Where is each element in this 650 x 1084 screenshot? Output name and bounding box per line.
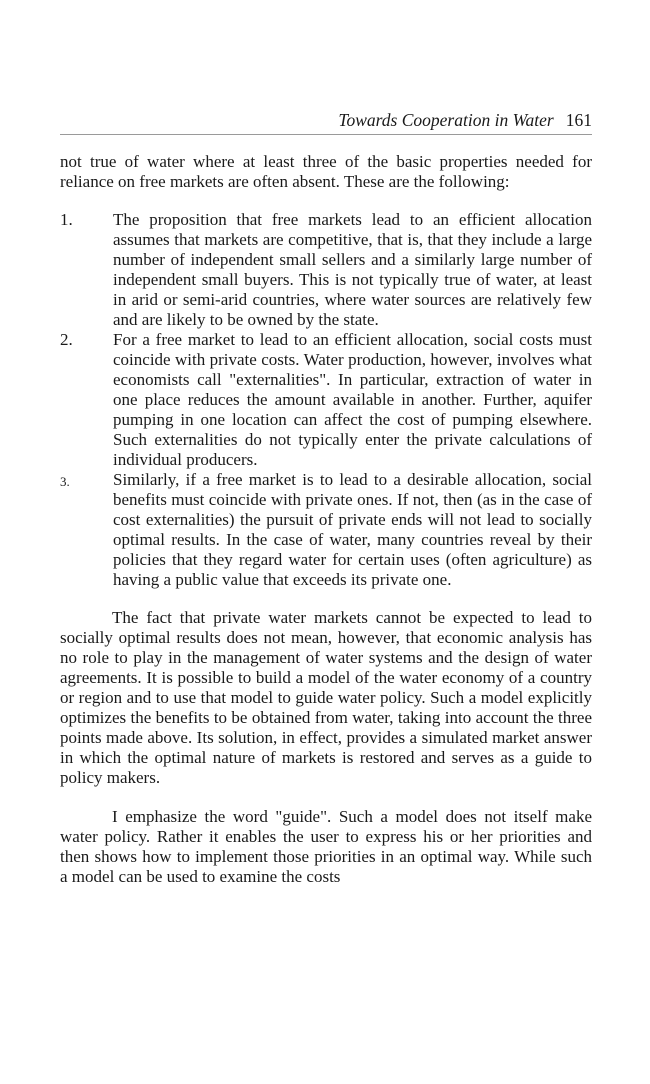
list-item-number: 3. [60,474,70,489]
list-item-text: For a free market to lead to an efficient allocation, social costs must coincide with private costs. Water production, however, involves what economists call "externalities". In particular, extraction of water in one place reduces the amount available in another. Further, aquifer pumping in one location can affect the cost of pumping elsewhere. Such externalities do not typically enter the private calculations of individual producers. [113,330,592,469]
body-paragraph: I emphasize the word "guide". Such a model does not itself make water policy. Rather it enables the user to express his or her priorities and then shows how to implement those priorities in an optimal way. While such a model can be used to examine the costs [60,807,592,886]
numbered-list [60,210,592,590]
opening-paragraph: not true of water where at least three of the basic properties needed for reliance on free markets are often absent. These are the following: [60,152,592,191]
running-title: Towards Cooperation in Water [338,110,554,130]
body-paragraph: The fact that private water markets cannot be expected to lead to socially optimal results does not mean, however, that economic analysis has no role to play in the management of water systems and the design of water agreements. It is possible to build a model of the water economy of a country or region and to use that model to guide water policy. Such a model explicitly optimizes the benefits to be obtained from water, taking into account the three points made above. Its solution, in effect, provides a simulated market answer in which the optimal nature of markets is restored and serves as a guide to policy makers. [60,608,592,787]
list-item [60,210,592,330]
list-item-text: The proposition that free markets lead to an efficient allocation assumes that markets are competitive, that is, that they include a large number of independent small sellers and a similarly large number of independent small buyers. This is not typically true of water, at least in arid or semi-arid countries, where water sources are relatively few and are likely to be owned by the state. [113,210,592,329]
page-header [60,110,592,135]
list-item-number: 1. [60,210,73,229]
list-item-number: 2. [60,330,73,349]
list-item [60,330,592,470]
page-number: 161 [565,110,592,130]
page-body [60,152,592,887]
list-item [60,470,592,590]
list-item-text: Similarly, if a free market is to lead to a desirable allocation, social benefits must coincide with private ones. If not, then (as in the case of cost externalities) the pursuit of private ends will not lead to socially optimal results. In the case of water, many countries reveal by their policies that they regard water for certain uses (often agriculture) as having a public value that exceeds its private one. [113,470,592,589]
